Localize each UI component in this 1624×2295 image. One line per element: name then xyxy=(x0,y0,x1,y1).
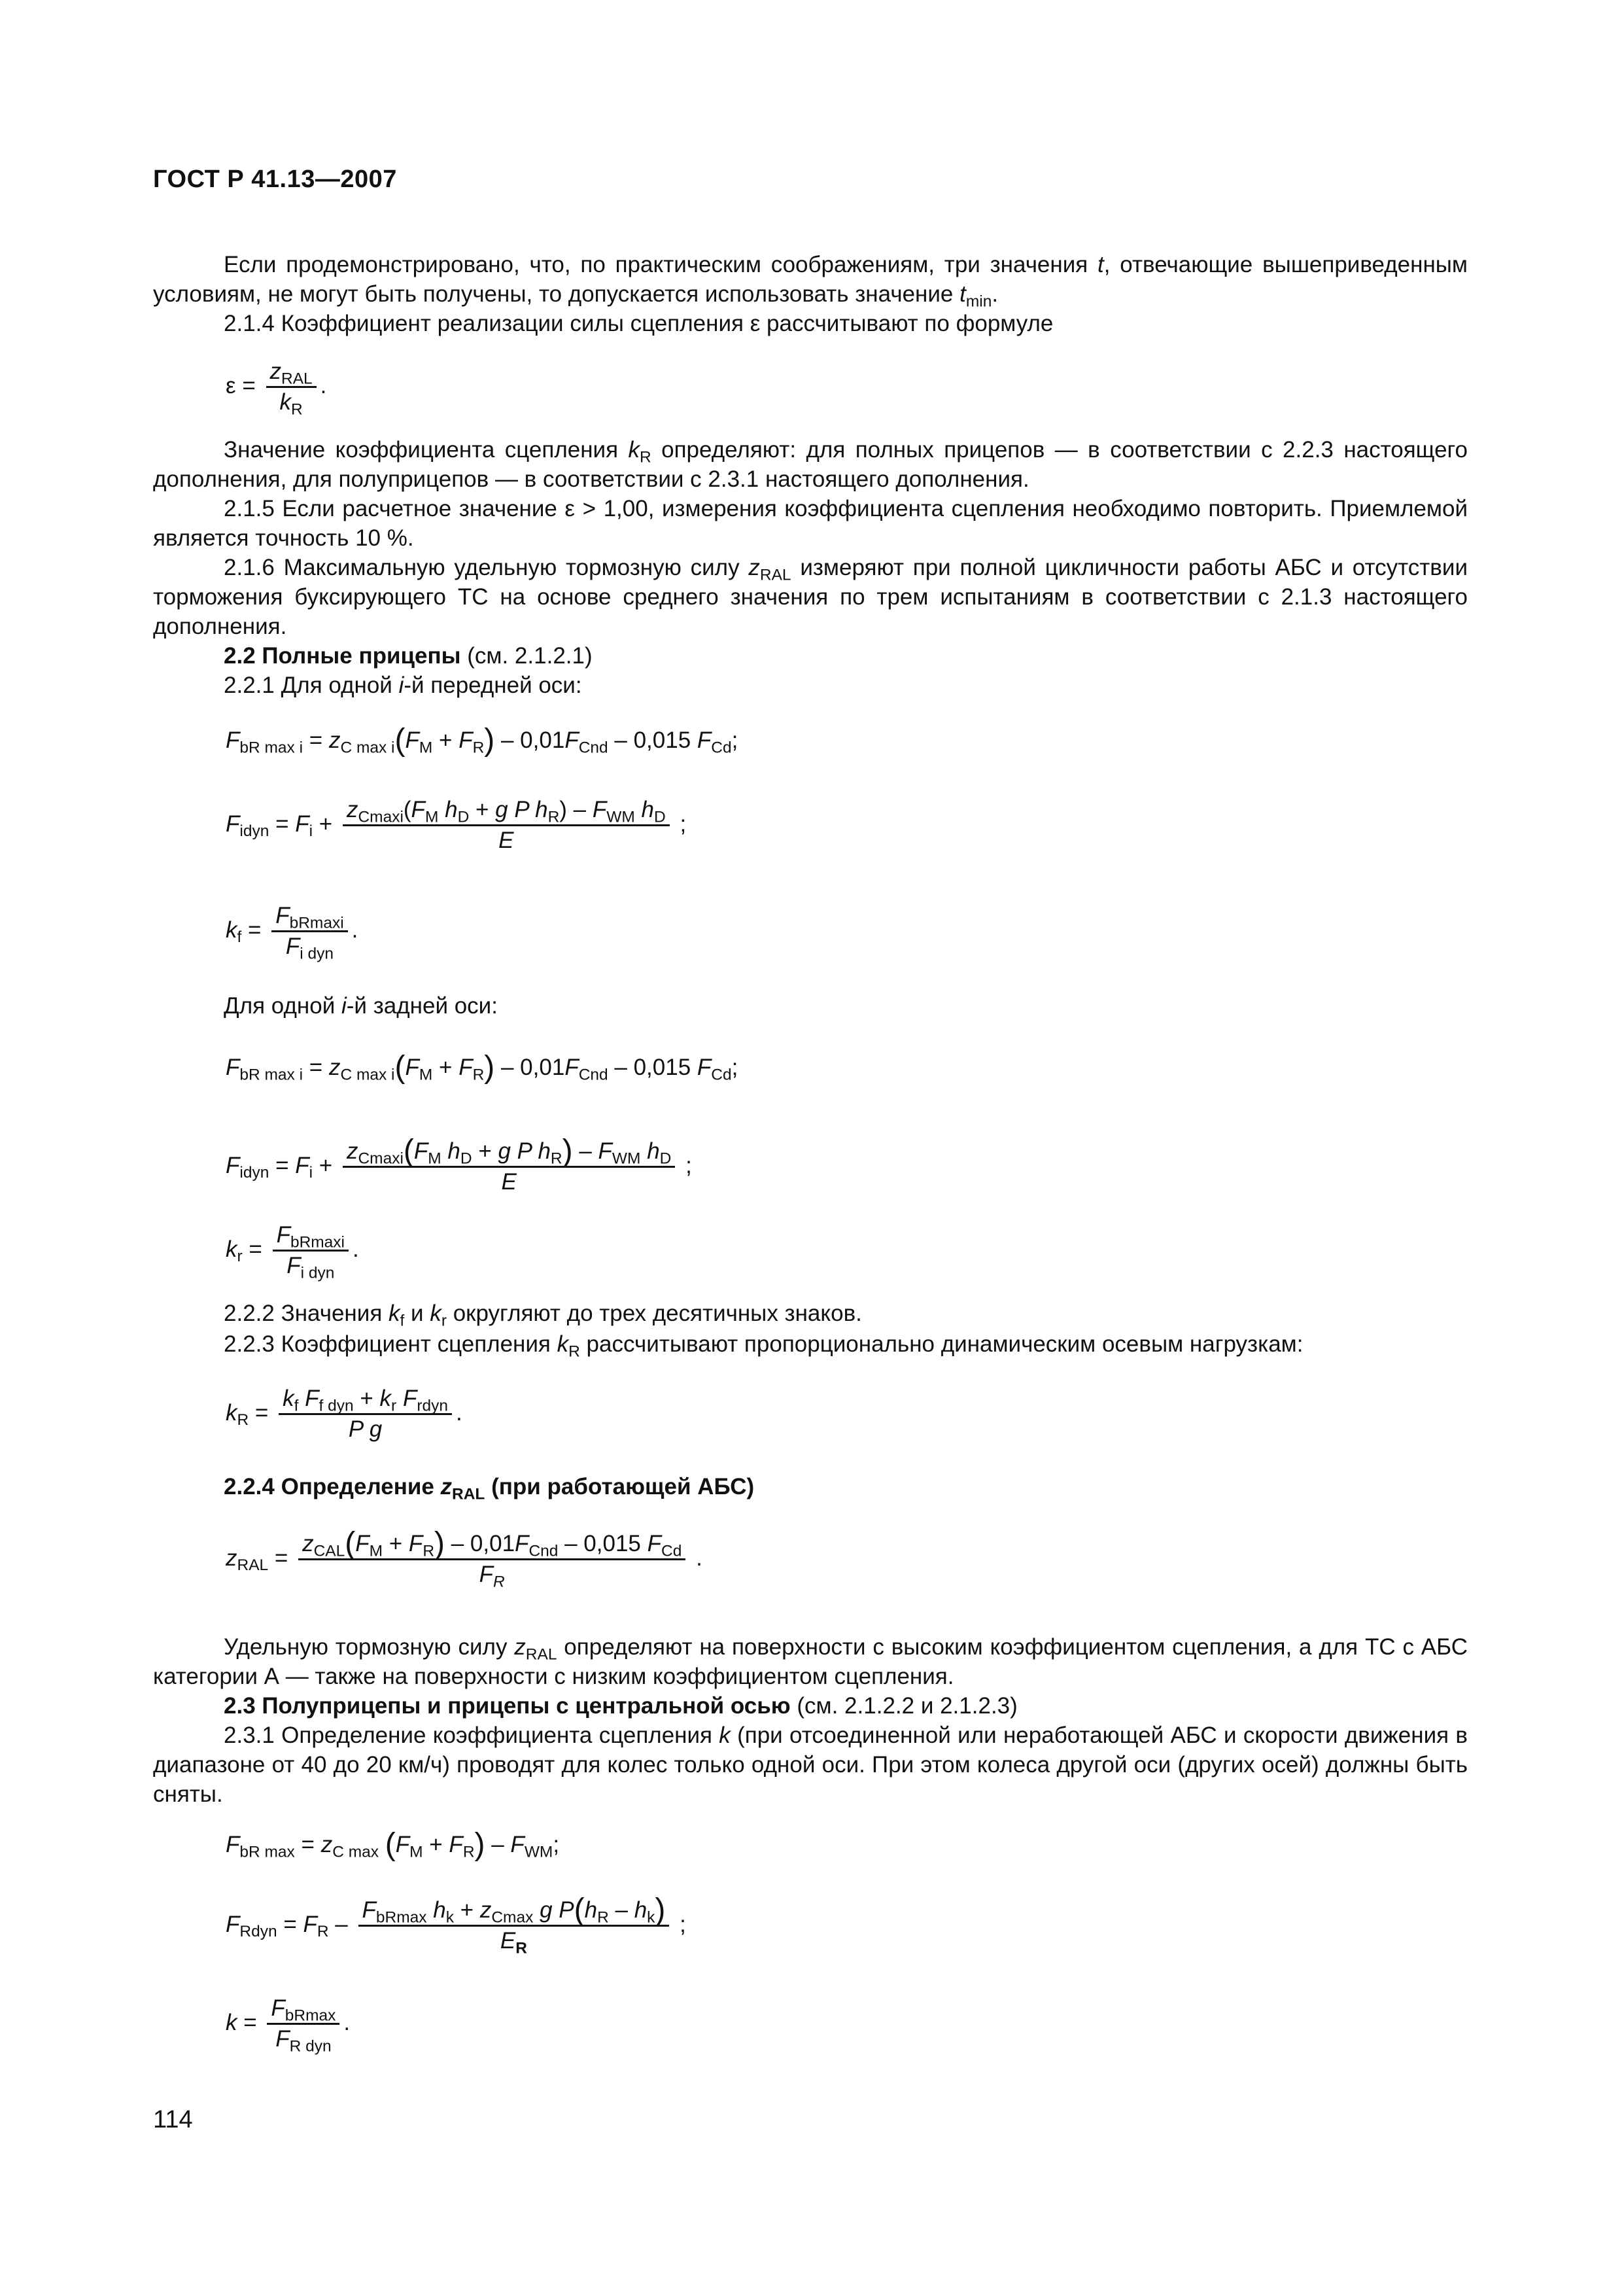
paragraph-tmin: Если продемонстрировано, что, по практическим соображениям, три значения t, отвечающие вышеприведенным условиям, не могут быть получены, то допускается использовать значение $t_{min}$. xyxy=(153,252,1468,311)
formula-fbr-rear: $F_{bR max i} = z_{C max i}(F_M + F_R) - 0,01F_{Cnd} - 0,015$ $F_{Cd}$; xyxy=(226,1050,738,1085)
paragraph-zRAL-surface: Удельную тормозную силу $z_{RAL}$ определяют на поверхности с высоким коэффициентом сцепления, а для ТС с АБС категории А — также на поверхности с низким коэффициентом сцепления. xyxy=(153,1634,1468,1689)
paragraph-2-1-4: 2.1.4 Коэффициент реализации силы сцепления ε рассчитывают по формуле xyxy=(224,311,1054,336)
paragraph-rear-axle: Для одной i-й задней оси: xyxy=(224,993,498,1019)
formula-fidyn-rear: $F_{idyn} = F_i$ + $\frac{z_{Cmaxi}(F_M h_D + g P h_R) - F_{WM} h_D}{E}$ ; xyxy=(226,1134,692,1195)
formula-fbrmax: $F_{bR max} = z_{C max}$ $(F_M + F_R) - F_{WM}$; xyxy=(226,1827,560,1862)
paragraph-2-1-5: 2.1.5 Если расчетное значение ε > 1,00, измерения коэффициента сцепления необходимо повторить. Приемлемой является точность 10 %. xyxy=(153,496,1468,551)
section-heading-2-3: 2.3 Полуприцепы и прицепы с центральной осью (см. 2.1.2.2 и 2.1.2.3) xyxy=(224,1693,1018,1719)
paragraph-2-3-1: 2.3.1 Определение коэффициента сцепления k (при отсоединенной или неработающей АБС и скорости движения в диапазоне от 40 до 20 км/ч) проводят для колес только одной оси. При этом колеса другой оси (других осей) должны быть сняты. xyxy=(153,1723,1468,1807)
section-heading-2-2-4: 2.2.4 Определение $z_{RAL}$ (при работающей АБС) xyxy=(224,1474,755,1503)
section-heading-2-2: 2.2 Полные прицепы (см. 2.1.2.1) xyxy=(224,643,593,669)
formula-kr: $k_r$ = $\frac{F_{bRmaxi}}{F_{i dyn}}$ . xyxy=(226,1222,359,1282)
formula-k: k = $\frac{F_{bRmax}}{F_{R dyn}}$ . xyxy=(226,1995,351,2056)
formula-kR: $k_R$ = $\frac{k_f F_{f dyn} + k_r F_{rdyn}}{\text{P g}}$ . xyxy=(226,1386,462,1442)
page-number: 114 xyxy=(153,2106,193,2133)
paragraph-kr-definition: Значение коэффициента сцепления $k_R$ определяют: для полных прицепов — в соответствии с 2.2.3 настоящего дополнения, для полуприцепов — в соответствии с 2.3.1 настоящего дополнения. xyxy=(153,437,1468,492)
paragraph-2-2-3: 2.2.3 Коэффициент сцепления $k_R$ рассчитывают пропорционально динамическим осевым нагрузкам: xyxy=(224,1331,1304,1361)
formula-epsilon: ε = $\frac{z_{RAL}}{k_R}$ . xyxy=(226,359,327,419)
paragraph-2-2-2: 2.2.2 Значения $k_f$ и $k_r$ округляют до трех десятичных знаков. xyxy=(224,1301,862,1330)
document-header: ГОСТ Р 41.13—2007 xyxy=(153,166,397,193)
formula-fidyn-front: $F_{idyn} = F_i$ + $\frac{z_{Cmaxi}(F_M h_D + g P h_R) - F_{WM} h_D}{E}$ ; xyxy=(226,797,687,853)
formula-zRAL: $z_{RAL}$ = $\frac{z_{CAL}(F_M + F_R) - 0,01F_{Cnd} - 0,015 F_{Cd}}{F_R}$ . xyxy=(226,1526,702,1591)
paragraph-2-1-6: 2.1.6 Максимальную удельную тормозную силу $z_{RAL}$ измеряют при полной цикличности работы АБС и отсутствии торможения буксирующего ТС на основе среднего значения по трем испытаниям в соответствии с 2.1.3 настоящего дополнения. xyxy=(153,555,1468,639)
formula-kf: $k_f$ = $\frac{F_{bRmaxi}}{F_{i dyn}}$ . xyxy=(226,903,358,963)
paragraph-2-2-1: 2.2.1 Для одной i-й передней оси: xyxy=(224,673,582,698)
formula-fbr-front: $F_{bR max i} = z_{C max i}(F_M + F_R) - 0,01F_{Cnd} - 0,015$ $F_{Cd}$; xyxy=(226,723,738,758)
formula-frdyn: $F_{Rdyn} = F_R$ – $\frac{F_{bRmax} h_k + z_{Cmax} g P(h_R - h_k)}{E_R}$ ; xyxy=(226,1893,686,1957)
